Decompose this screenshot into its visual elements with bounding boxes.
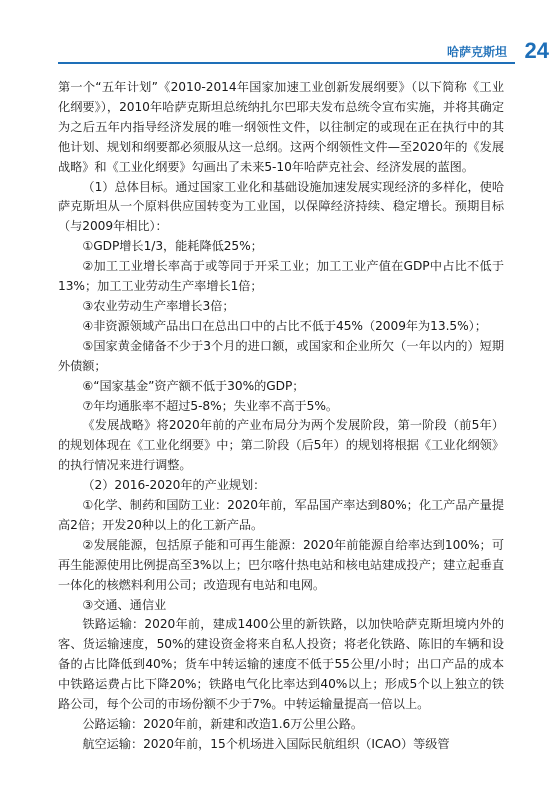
running-header-country: 哈萨克斯坦 <box>446 45 507 59</box>
section-heading: （2）2016-2020年的产业规划： <box>82 478 266 493</box>
list-item: ③农业劳动生产率增长3倍； <box>82 298 235 313</box>
list-item: ③交通、通信业 <box>82 597 167 612</box>
paragraph: 航空运输：2020年前，15个机场进入国际民航组织（ICAO）等级管 <box>82 736 450 751</box>
list-item: ①化学、制药和国防工业：2020年前，军品国产率达到80%；化工产品产量提高2倍；开发20种以上的化工新产品。 <box>58 498 504 532</box>
paragraph: 公路运输：2020年前，新建和改造1.6万公里公路。 <box>82 717 364 731</box>
list-item: ⑥“国家基金”资产额不低于30%的GDP； <box>82 378 305 393</box>
list-item: ②发展能源，包括原子能和可再生能源：2020年前能源自给率达到100%；可再生能源使用比例提高至3%以上；巴尔喀什热电站和核电站建成投产；建立起垂直一体化的核燃料利用公司；改造现有电站和电网。 <box>58 537 504 592</box>
page-header <box>0 0 559 62</box>
body-text <box>58 78 504 755</box>
list-item: ⑦年均通胀率不超过5-8%；失业率不高于5%。 <box>82 398 338 413</box>
paragraph: 第一个“五年计划”《2010-2014年国家加速工业创新发展纲要》（以下简称《工业化纲要》），2010年哈萨克斯坦总统纳扎尔巴耶夫发布总统令宣布实施，并将其确定为之后五年内指导经济发展的唯一纲领性文件，以往制定的或现在正在执行中的其他计划、规划和纲要都必须服从这一总纲。这两个纲领性文件—至2020年的《发展战略》和《工业化纲要》勾画出了未来5-10年哈萨克社会、经济发展的蓝图。 <box>58 80 504 174</box>
list-item: ②加工工业增长率高于或等同于开采工业；加工工业产值在GDP中占比不低于13%；加工工业劳动生产率增长1倍； <box>58 259 504 294</box>
paragraph: 铁路运输：2020年前，建成1400公里的新铁路，以加快哈萨克斯坦境内外的客、货运输速度，50%的建设资金将来自私人投资；将老化铁路、陈旧的车辆和设备的占比降低到40%；货车中转运输的速度不低于55公里/小时；出口产品的成本中铁路运费占比下降20%；铁路电气化比率达到40%以上；形成5个以上独立的铁路公司，每个公司的市场份额不少于7%。中转运输量提高一倍以上。 <box>58 617 504 712</box>
paragraph: 《发展战略》将2020年前的产业布局分为两个发展阶段，第一阶段（前5年）的规划体现在《工业化纲要》中；第二阶段（后5年）的规划将根据《工业化纲领》的执行情况来进行调整。 <box>58 418 504 473</box>
list-item: ⑤国家黄金储备不少于3个月的进口额，或国家和企业所欠（一年以内的）短期外债额； <box>58 338 504 373</box>
paragraph: （1）总体目标。通过国家工业化和基础设施加速发展实现经济的多样化，使哈萨克斯坦从一个原料供应国转变为工业国，以保障经济持续、稳定增长。预期目标（与2009年相比）： <box>58 179 504 234</box>
list-item: ①GDP增长1/3，能耗降低25%； <box>82 239 263 254</box>
page-number: 24 <box>524 38 549 63</box>
header-divider <box>58 62 515 64</box>
list-item: ④非资源领域产品出口在总出口中的占比不低于45%（2009年为13.5%）； <box>82 318 487 333</box>
